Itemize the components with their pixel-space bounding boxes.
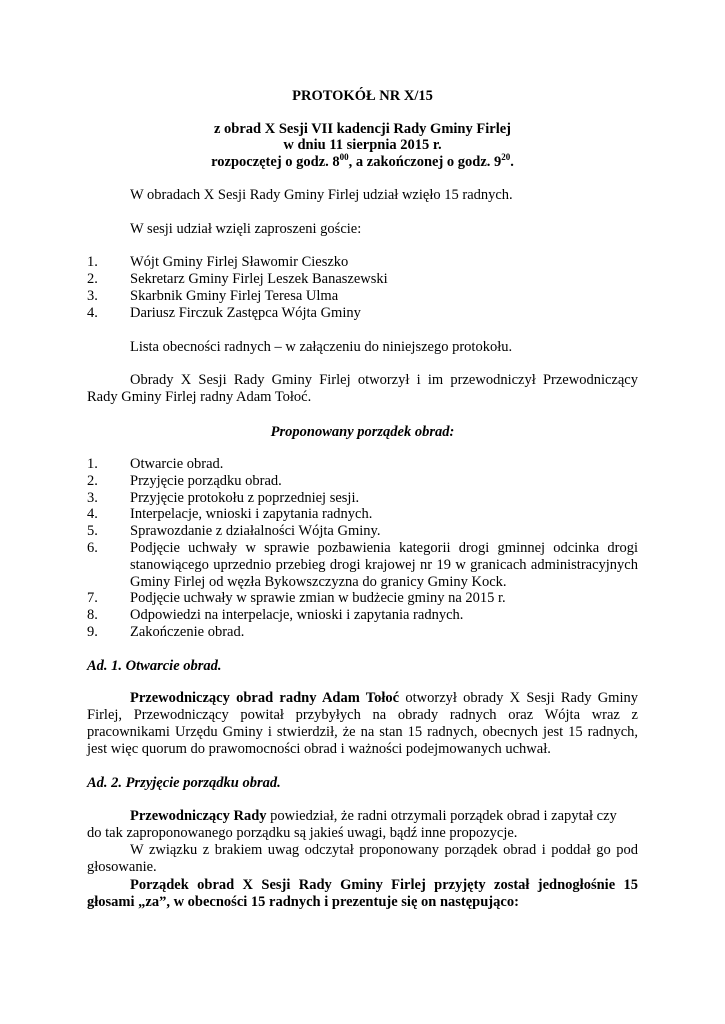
guests-intro: W sesji udział wzięli zaproszeni goście: — [130, 221, 362, 237]
opening-paragraph-line1: Obrady X Sesji Rady Gminy Firlej otworzył i im przewodniczył Przewodniczący — [130, 372, 638, 388]
guest-item: Skarbnik Gminy Firlej Teresa Ulma — [130, 288, 339, 304]
agenda-number: 2. — [87, 472, 98, 489]
ad1-line4: jest więc quorum do prawomocności obrad i ważności podejmowanych uchwał. — [87, 741, 551, 757]
session-hours: rozpoczętej o godz. $8^{00}$, a zakończonej o godz. $9^{20}$. — [211, 152, 514, 170]
agenda-number: 8. — [87, 607, 98, 624]
agenda-number: 5. — [87, 523, 98, 540]
ad1-heading: Ad. 1. Otwarcie obrad. — [87, 658, 222, 674]
opening-paragraph-line2: Rady Gminy Firlej radny Adam Tołoć. — [87, 389, 312, 405]
protocol-title: PROTOKÓŁ NR X/15 — [292, 88, 433, 104]
ad2-line5: Porządek obrad X Sesji Rady Gminy Firlej przyjęty został jednogłośnie 15 — [130, 877, 638, 893]
agenda-heading: Proponowany porządek obrad: — [270, 424, 455, 440]
agenda-item-line: Gminy Firlej od węzła Bykowszczyzna do granicy Gminy Kock. — [130, 573, 507, 590]
agenda-item-line: Otwarcie obrad. — [130, 456, 224, 472]
session-date: w dniu 11 sierpnia 2015 r. — [283, 137, 442, 153]
agenda-number: 9. — [87, 624, 98, 640]
agenda-item-line: Zakończenie obrad. — [130, 624, 245, 640]
ad2-heading: Ad. 2. Przyjęcie porządku obrad. — [87, 775, 281, 791]
agenda-number: 6. — [87, 540, 98, 556]
guest-item: Wójt Gminy Firlej Sławomir Cieszko — [130, 254, 349, 270]
agenda-number: 4. — [87, 506, 98, 523]
ad2-line6: głosami „za”, w obecności 15 radnych i prezentuje się on następująco: — [87, 894, 519, 910]
ad2-line2: do tak zaproponowanego porządku są jakieś uwagi, bądź inne propozycje. — [87, 825, 518, 841]
guest-number: 3. — [87, 288, 98, 304]
agenda-item-line: Odpowiedzi na interpelacje, wnioski i zapytania radnych. — [130, 607, 464, 624]
ad1-line3: pracownikami Urzędu Gminy i stwierdził, że na stan 15 radnych, obecnych jest 15 radnych, — [87, 724, 638, 740]
agenda-number: 7. — [87, 590, 98, 607]
guest-number: 1. — [87, 254, 98, 270]
guest-item: Sekretarz Gminy Firlej Leszek Banaszewski — [130, 271, 388, 287]
ad2-line3: W związku z brakiem uwag odczytał proponowany porządek obrad i poddał go pod — [130, 842, 638, 858]
attendance-list-note: Lista obecności radnych – w załączeniu do niniejszego protokołu. — [130, 339, 513, 355]
ad2-line1: Przewodniczący Rady powiedział, że radni otrzymali porządek obrad i zapytał czy — [130, 808, 617, 824]
ad1-line1: Przewodniczący obrad radny Adam Tołoć otworzył obrady X Sesji Rady Gminy — [130, 690, 638, 706]
agenda-item-line: Przyjęcie porządku obrad. — [130, 472, 282, 489]
guest-number: 2. — [87, 271, 98, 287]
ad2-line4: głosowanie. — [87, 859, 157, 875]
agenda-item-line: Sprawozdanie z działalności Wójta Gminy. — [130, 523, 381, 540]
attendance-count: W obradach X Sesji Rady Gminy Firlej udział wzięło 15 radnych. — [130, 187, 513, 203]
session-subtitle: z obrad X Sesji VII kadencji Rady Gminy Firlej — [214, 121, 511, 137]
agenda-item-line: stanowiącego uprzednio przebieg drogi krajowej nr 19 w granicach administracyjnych — [130, 556, 638, 573]
agenda-item-line: Interpelacje, wnioski i zapytania radnych. — [130, 506, 373, 523]
ad1-line2: Firlej, Przewodniczący powitał przybyłych na obrady radnych oraz Wójta wraz z — [87, 707, 638, 723]
agenda-number: 1. — [87, 456, 98, 472]
agenda-item-line: Podjęcie uchwały w sprawie pozbawienia kategorii drogi gminnej odcinka drogi — [130, 540, 638, 556]
agenda-item-line: Przyjęcie protokołu z poprzedniej sesji. — [130, 489, 360, 506]
agenda-item-line: Podjęcie uchwały w sprawie zmian w budżecie gminy na 2015 r. — [130, 590, 506, 607]
guest-number: 4. — [87, 305, 98, 321]
guest-item: Dariusz Firczuk Zastępca Wójta Gminy — [130, 305, 361, 321]
agenda-number: 3. — [87, 489, 98, 506]
